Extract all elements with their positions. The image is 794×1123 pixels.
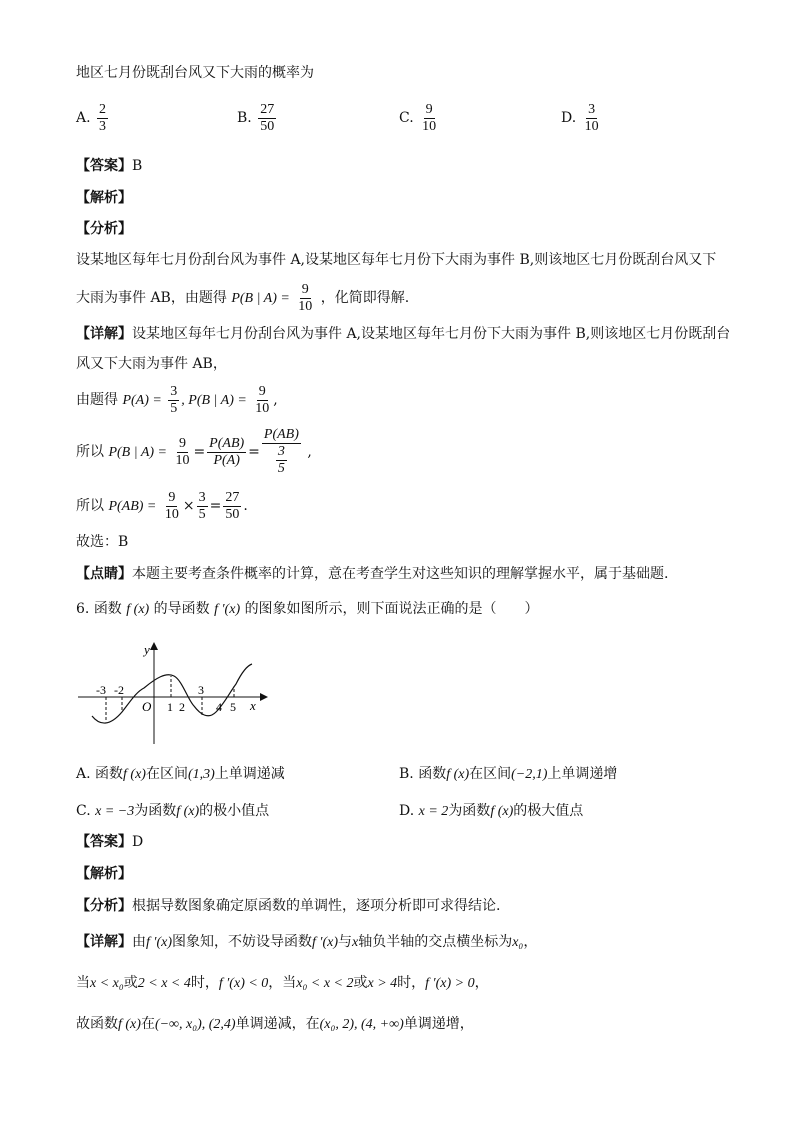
math-fraction	[253, 384, 271, 417]
math-expr: f (x)	[126, 602, 150, 617]
punct: ,	[273, 392, 278, 408]
fraction-numerator: 3	[170, 383, 178, 399]
fraction-numerator: 2	[99, 101, 107, 117]
math-expr: , P(B | A) =	[181, 393, 247, 408]
text: 由题得	[76, 392, 118, 408]
q6-option-b	[399, 765, 617, 784]
option-letter: D.	[561, 110, 577, 126]
text: 轴负半轴的交点横坐标为	[358, 934, 513, 950]
tick-label: -3	[96, 683, 106, 697]
math-expr: f ′(x)	[312, 935, 338, 950]
q5-answer-line	[76, 157, 142, 175]
tick-label: 4	[216, 700, 222, 714]
text: 时，	[190, 975, 219, 991]
fraction-numerator: 9	[425, 101, 433, 117]
x-axis-label: x	[250, 698, 256, 713]
fraction-denominator: P(A)	[213, 452, 240, 468]
text: 由	[132, 934, 146, 950]
fraction-denominator: 10	[164, 506, 179, 522]
q6-detail-line3	[76, 1015, 474, 1034]
fraction-denominator: 10	[255, 400, 270, 416]
math-expr: (−∞, x₀), (2,4)	[154, 1017, 236, 1032]
math-expr: f ′(x)	[214, 602, 241, 617]
q6-detail-line2	[76, 974, 489, 993]
math-expr: f (x)	[118, 1017, 141, 1032]
text: ，化简即得解.	[320, 290, 410, 306]
math-expr: (x₀, 2), (4, +∞)	[319, 1017, 404, 1032]
q6-fenxi	[76, 897, 500, 915]
text: 单调递增，	[403, 1016, 474, 1032]
q5-comment	[76, 565, 668, 583]
q6-analysis-tag: 【解析】	[76, 866, 132, 882]
q5-step2	[76, 424, 312, 481]
option-letter: B.	[237, 110, 252, 126]
option-letter: B.	[399, 766, 414, 782]
fraction-denominator: 10	[175, 452, 190, 468]
option-fraction	[97, 102, 108, 135]
fraction-numerator: 9	[301, 281, 309, 297]
math-expr: P(A) =	[122, 393, 162, 408]
question-number: 6.	[76, 601, 90, 617]
q6-option-d	[399, 802, 583, 821]
q5-option-b	[237, 100, 278, 136]
text: 在区间	[469, 766, 512, 782]
q5-stem-tail: 地区七月份既刮台风又下大雨的概率为	[76, 65, 314, 81]
text: 与	[338, 934, 352, 950]
q6-answer-line	[76, 833, 143, 851]
q5-option-d	[561, 100, 603, 136]
text: 在	[140, 1016, 155, 1032]
math-fraction	[223, 490, 241, 523]
math-expr: P(B | A) =	[108, 445, 167, 460]
q6-stem	[76, 600, 539, 619]
fraction-numerator: 27	[225, 489, 240, 505]
text: 或	[123, 975, 138, 991]
option-letter: C.	[399, 110, 414, 126]
inner-fraction	[276, 444, 287, 477]
answer-value: D	[132, 834, 144, 850]
detail-tag: 【详解】	[76, 326, 132, 342]
fraction-denominator: 10	[422, 118, 437, 134]
fraction-denominator: 10	[584, 118, 599, 134]
text: 根据导数图象确定原函数的单调性，逐项分析即可求得结论.	[132, 898, 501, 914]
text: 单调递减，在	[235, 1016, 320, 1032]
x-axis-arrow	[260, 693, 268, 701]
math-fraction	[296, 282, 314, 315]
text: 所以	[76, 498, 104, 514]
option-letter: A.	[76, 766, 91, 782]
math-fraction	[207, 436, 246, 469]
fraction-denominator: 10	[298, 298, 313, 314]
math-expr: x	[352, 935, 359, 950]
times-sign: ×	[182, 498, 195, 514]
fraction-numerator: 9	[168, 489, 176, 505]
fraction-denominator: 5	[198, 506, 206, 522]
text: 或	[353, 975, 368, 991]
text: 上单调递减	[214, 766, 285, 782]
text: 在区间	[145, 766, 188, 782]
text: 设某地区每年七月份刮台风为事件 A,设某地区每年七月份下大雨为事件 B,则该地区七月份既刮台	[132, 326, 731, 342]
y-axis-label: y	[144, 642, 150, 657]
math-expr: 2 < x < 4	[137, 976, 191, 991]
math-expr: x < x₀	[90, 976, 124, 991]
answer-tag: 【答案】	[76, 834, 132, 850]
tick-label: 3	[198, 683, 204, 697]
q5-step1	[76, 382, 278, 419]
option-fraction	[258, 102, 276, 135]
punct: .	[243, 498, 248, 514]
fraction-numerator: 27	[260, 101, 275, 117]
answer-value: B	[132, 158, 143, 174]
math-expr: x₀	[512, 935, 524, 950]
text: 的极小值点	[199, 803, 270, 819]
detail-tag: 【详解】	[76, 934, 132, 950]
text: 本题主要考查条件概率的计算，意在考查学生对这些知识的理解掌握水平，属于基础题.	[132, 566, 669, 582]
compound-fraction	[262, 427, 301, 477]
q5-fenxi-tag: 【分析】	[76, 221, 132, 237]
equals: =	[193, 444, 206, 460]
fraction-numerator: P(AB)	[263, 427, 299, 442]
fraction-denominator: 3	[99, 118, 107, 134]
q5-fenxi-line2	[76, 280, 409, 317]
math-expr: f (x)	[446, 767, 470, 782]
fraction-numerator: 9	[258, 383, 266, 399]
equals: =	[248, 444, 260, 460]
tick-label: 1	[167, 700, 173, 714]
fenxi-tag: 【分析】	[76, 898, 132, 914]
tick-label: -2	[114, 683, 124, 697]
text: 函数	[93, 601, 122, 617]
text: 上单调递增	[547, 766, 618, 782]
comment-tag: 【点睛】	[76, 566, 132, 582]
math-fraction	[168, 384, 179, 417]
text: 为函数	[448, 803, 491, 819]
text: 故函数	[76, 1016, 118, 1032]
text: 当	[76, 975, 90, 991]
text: 函数	[418, 766, 447, 782]
fraction-denominator: 5	[170, 400, 178, 416]
option-letter: C.	[76, 803, 91, 819]
math-fraction	[163, 490, 181, 523]
q5-fenxi-line1: 设某地区每年七月份刮台风为事件 A,设某地区每年七月份下大雨为事件 B,则该地区七月份既刮台风又下	[76, 252, 717, 268]
q6-detail-line1	[76, 933, 537, 952]
math-expr: (1,3)	[187, 767, 215, 782]
option-fraction	[420, 102, 438, 135]
math-fraction	[173, 436, 191, 469]
fraction-denominator: 50	[225, 506, 240, 522]
q5-detail-line2: 风又下大雨为事件 AB，	[76, 356, 227, 372]
q5-analysis-tag: 【解析】	[76, 190, 132, 206]
text: 所以	[76, 444, 104, 460]
option-letter: A.	[76, 110, 91, 126]
fraction-numerator: P(AB)	[209, 435, 245, 451]
math-expr: f (x)	[176, 804, 200, 819]
text: 的图象如图所示，则下面说法正确的是（ ）	[244, 601, 539, 617]
math-expr: x = 2	[418, 804, 449, 819]
q6-option-c	[76, 802, 269, 821]
q5-option-a	[76, 100, 110, 136]
fraction-denominator: 50	[260, 118, 275, 134]
answer-tag: 【答案】	[76, 158, 132, 174]
text: 的导函数	[153, 601, 210, 617]
text: ，	[474, 975, 489, 991]
text: 的极大值点	[513, 803, 584, 819]
y-axis-arrow	[150, 642, 158, 650]
fraction-numerator: 3	[588, 101, 596, 117]
fraction-numerator: 3	[198, 489, 206, 505]
fraction-numerator: 9	[178, 435, 186, 451]
math-expr: x > 4	[367, 976, 398, 991]
option-letter: D.	[399, 803, 415, 819]
math-fraction	[197, 490, 208, 523]
math-expr: f (x)	[490, 804, 514, 819]
q6-option-a	[76, 765, 285, 784]
q5-option-c	[399, 100, 440, 136]
tick-label: 2	[179, 700, 185, 714]
tick-label: 5	[230, 700, 236, 714]
origin-label: O	[142, 699, 152, 714]
fraction-denominator: 5	[277, 461, 285, 476]
math-expr: P(AB) =	[108, 499, 157, 514]
derivative-graph	[70, 636, 270, 752]
text: 图象知，不妨设导函数	[172, 934, 312, 950]
q5-detail-line1	[76, 325, 730, 343]
text: 大雨为事件 AB，由题得	[76, 290, 227, 306]
text: ，	[523, 934, 538, 950]
text: ，当	[268, 975, 297, 991]
text: 函数	[95, 766, 124, 782]
q5-step3	[76, 488, 248, 525]
text: 为函数	[134, 803, 177, 819]
fraction-numerator: 3	[277, 444, 285, 459]
q5-choose: 故选：B	[76, 534, 129, 550]
option-fraction	[583, 102, 601, 135]
equals: =	[209, 498, 222, 514]
fraction-denominator	[272, 444, 291, 477]
text: 时，	[397, 975, 426, 991]
math-expr: (−2,1)	[511, 767, 548, 782]
math-expr: x = −3	[95, 804, 135, 819]
punct: ,	[307, 444, 312, 460]
math-expr: f ′(x) > 0	[425, 976, 475, 991]
math-expr: f (x)	[123, 767, 146, 782]
math-expr: f ′(x) < 0	[218, 976, 269, 991]
math-expr: P(B | A) =	[231, 291, 290, 306]
math-expr: x₀ < x < 2	[296, 976, 354, 991]
math-expr: f ′(x)	[146, 935, 172, 950]
